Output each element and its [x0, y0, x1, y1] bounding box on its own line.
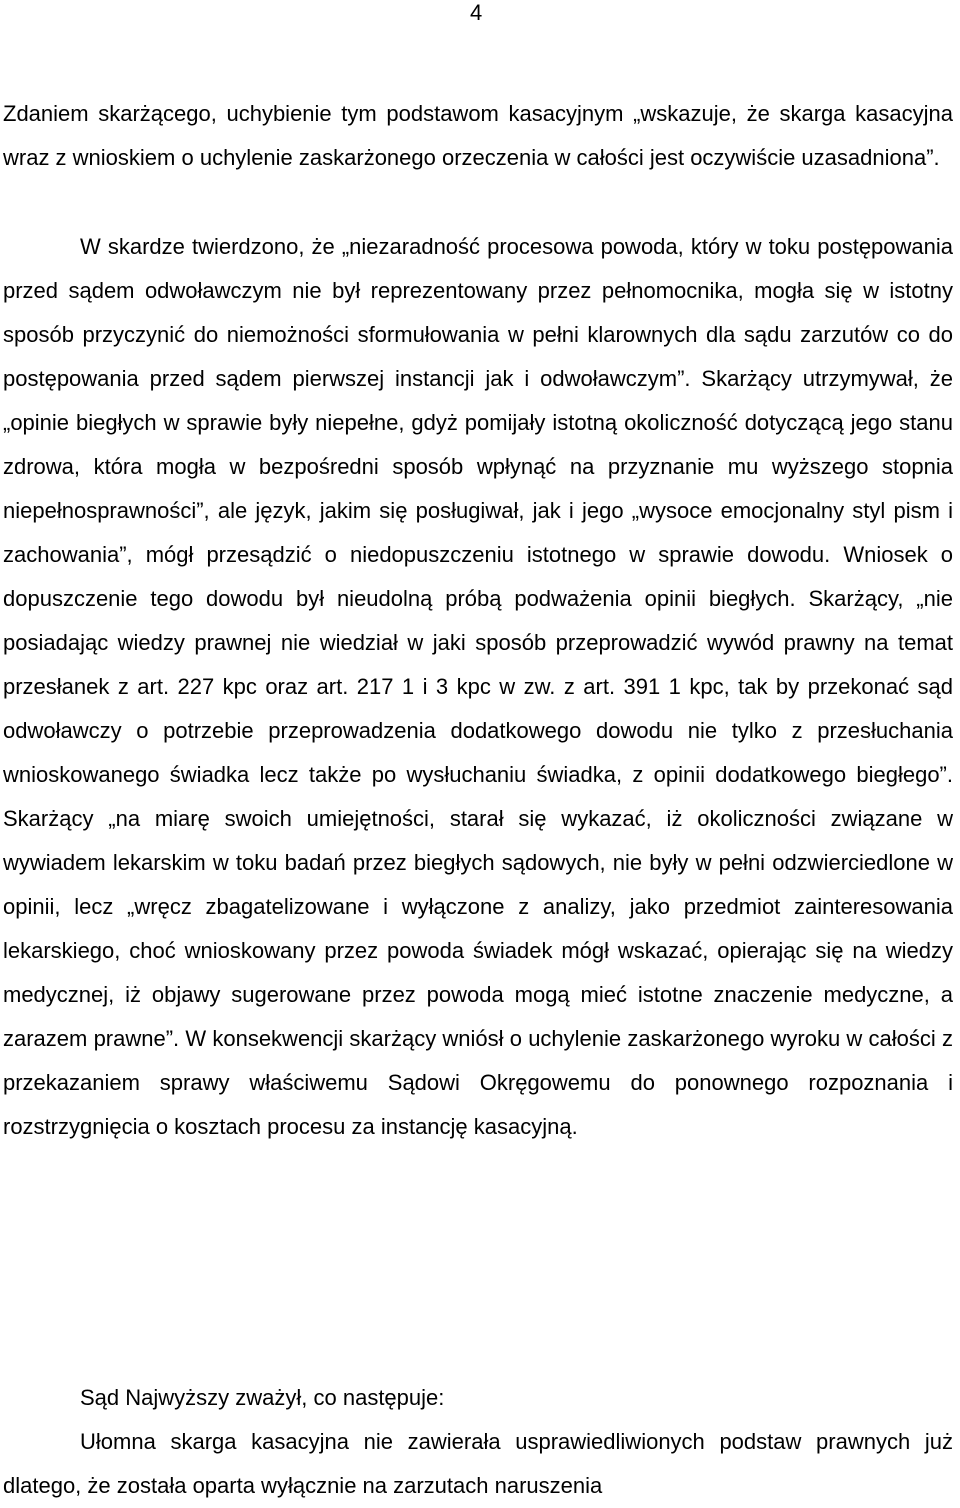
page-number: 4 [470, 0, 483, 25]
paragraph-2: W skardze twierdzono, że „niezaradność procesowa powoda, który w toku postępowania przed sądem odwoławczym nie był reprezentowany przez pełnomocnika, mogła się w istotny sposób przyczynić do niemożności sformułowania w pełni klarownych dla sądu zarzutów co do postępowania przed sądem pierwszej instancji jak i odwoławczym”. Skarżący utrzymywał, że „opinie biegłych w sprawie były niepełne, gdyż pomijały istotną okoliczność dotyczącą jego stanu zdrowa, która mogła w bezpośredni sposób wpłynąć na przyznanie mu wyższego stopnia niepełnosprawności”, ale język, jakim się posługiwał, jak i jego „wysoce emocjonalny styl pism i zachowania”, mógł przesądzić o niedopuszczeniu istotnego w sprawie dowodu. Wniosek o dopuszczenie tego dowodu był nieudolną próbą podważenia opinii biegłych. Skarżący, „nie posiadając wiedzy prawnej nie wiedział w jaki sposób przeprowadzić wywód prawny na temat przesłanek z art. 227 kpc oraz art. 217 1 i 3 kpc w zw. z art. 391 1 kpc, tak by przekonać sąd odwoławczy o potrzebie przeprowadzenia dodatkowego dowodu nie tylko z przesłuchania wnioskowanego świadka lecz także po wysłuchaniu świadka, z opinii dodatkowego biegłego”. Skarżący „na miarę swoich umiejętności, starał się wykazać, iż okoliczności związane w wywiadem lekarskim w toku badań przez biegłych sądowych, nie były w pełni odzwierciedlone w opinii, lecz „wręcz zbagatelizowane i wyłączone z analizy, jako przedmiot zainteresowania lekarskiego, choć wnioskowany przez powoda świadek mógł wskazać, opierając się na wiedzy medycznej, iż objawy sugerowane przez powoda mogą mieć istotne znaczenie medyczne, a zarazem prawne”. W konsekwencji skarżący wniósł o uchylenie zaskarżonego wyroku w całości z przekazaniem sprawy właściwemu Sądowi Okręgowemu do ponownego rozpoznania i rozstrzygnięcia o kosztach procesu za instancję kasacyjną. [3, 234, 953, 1139]
paragraph-1: Zdaniem skarżącego, uchybienie tym podstawom kasacyjnym „wskazuje, że skarga kasacyjna wraz z wnioskiem o uchylenie zaskarżonego orzeczenia w całości jest oczywiście uzasadniona”. [3, 101, 953, 170]
paragraph-4: Ułomna skarga kasacyjna nie zawierała usprawiedliwionych podstaw prawnych już dlatego, że została oparta wyłącznie na zarzutach naruszenia [3, 1429, 953, 1498]
section-heading: Sąd Najwyższy zważył, co następuje: [80, 1385, 445, 1410]
